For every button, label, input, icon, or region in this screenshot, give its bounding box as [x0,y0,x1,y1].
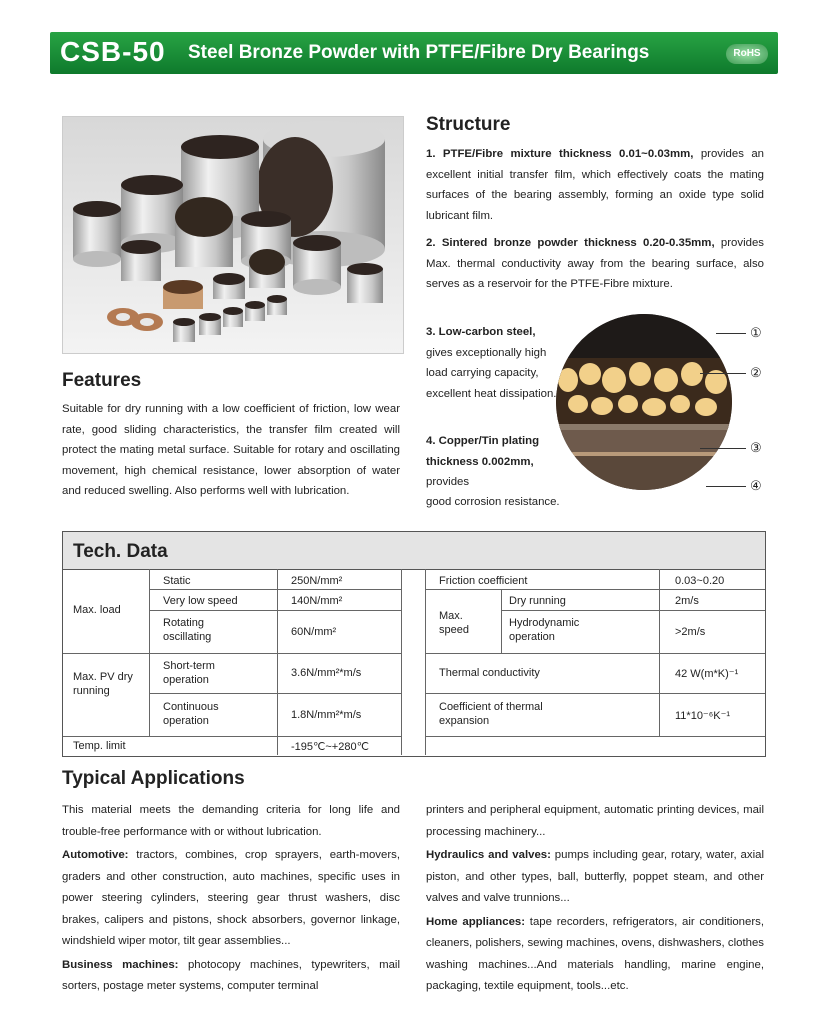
applications-home [426,912,764,998]
grid-line [149,589,401,590]
rotating-label: Rotating oscillating [163,617,212,643]
page-title: Steel Bronze Powder with PTFE/Fibre Dry Bearings [188,42,650,63]
structure-heading: Structure [426,114,511,135]
grid-line [401,569,402,755]
thermal-conductivity-value: 42 W(m*K)⁻¹ [675,668,739,680]
applications-left-column [62,800,400,998]
features-heading: Features [62,370,142,391]
marker-1-line [716,333,746,334]
thermal-expansion-value: 11*10⁻⁶K⁻¹ [675,710,731,722]
hydrodynamic-label: Hydrodynamic operation [509,617,580,643]
marker-4-line [706,486,746,487]
tech-data-header [63,532,765,570]
business-title: Business machines: [62,958,179,971]
marker-3-line [700,448,746,449]
structure-item-4-tail: good corrosion resistance. [426,496,560,508]
structure-item-2 [426,233,764,295]
friction-label: Friction coefficient [439,575,528,587]
dry-running-label: Dry running [509,595,566,607]
structure-item-3-text: gives exceptionally high load carrying capacity, excellent heat dissipation. [426,346,557,400]
applications-right-column [426,800,764,998]
structure-item-4-text: provides [426,476,470,488]
automotive-title: Automotive: [62,849,129,861]
bearings-photo [62,116,404,354]
product-code: CSB-50 [60,36,166,67]
home-text: tape recorders, refrigerators, air conditioners, cleaners, polishers, sewing machines, ovens, dishwashers, clothes washing machines...And materials handling, marine engine, packaging, textile equipment, tools...etc. [426,915,765,992]
structure-item-2-text: provides Max. thermal conductivity away from the bearing surface, also serves as a reservoir for the PTFE-Fibre mixture. [426,237,764,290]
grid-line [425,653,765,654]
structure-item-4 [426,431,556,493]
very-low-speed-value: 140N/mm² [291,595,343,607]
grid-line [425,569,426,755]
max-load-label: Max. load [73,604,121,616]
features-text: Suitable for dry running with a low coefficient of friction, low wear rate, good sliding characteristics, the transfer film created will protect the mating metal surface. Suitable for rotary and oscillating movement, high chemical resistance, lower absorption of water and reduced swelling. Also performs well with lubrication. [62,403,400,497]
layer-marker-4: ④ [750,478,762,493]
applications-intro: This material meets the demanding criteria for long life and trouble-free performance with or without lubrication. [62,804,400,838]
grid-line [501,589,502,653]
tech-data-table [62,531,766,757]
structure-item-1 [426,144,764,226]
layer-marker-3: ③ [750,440,762,455]
structure-item-2-title: 2. Sintered bronze powder thickness 0.20-0.35mm, [426,237,715,249]
automotive-text: tractors, combines, crop sprayers, earth-movers, graders and other construction, auto machines, specific uses in power steering cylinders, steering gear thrust washers, disc brakes, calipers and pistons, shock absorbers, governor linkage, windshield wiper motor, tilt gear assemblies... [62,849,400,947]
applications-automotive [62,845,400,953]
structure-item-3 [426,322,562,404]
friction-value: 0.03~0.20 [675,575,725,587]
grid-line [277,569,278,755]
short-term-value: 3.6N/mm²*m/s [291,667,362,679]
grid-line [501,610,765,611]
cross-section-image [556,314,732,490]
applications-business-cont: printers and peripheral equipment, automatic printing devices, mail processing machinery... [426,804,764,838]
structure-item-3-title: 3. Low-carbon steel, [426,326,536,338]
hydrodynamic-value: >2m/s [675,626,706,638]
applications-hydraulics [426,845,764,910]
grid-line [149,610,401,611]
home-title: Home appliances: [426,915,526,928]
layer-marker-2: ② [750,365,762,380]
applications-heading: Typical Applications [62,768,245,789]
thermal-conductivity-label: Thermal conductivity [439,667,540,679]
grid-line [63,736,401,737]
marker-2-line [700,373,746,374]
applications-business [62,955,400,998]
grid-line [425,693,765,694]
temp-limit-value: -195℃~+280℃ [291,741,369,753]
layer-marker-1: ① [750,325,762,340]
rotating-value: 60N/mm² [291,626,337,638]
hydraulics-title: Hydraulics and valves: [426,849,551,861]
thermal-expansion-label: Coefficient of thermal expansion [439,701,543,727]
short-term-label: Short-term operation [163,660,215,686]
business-text: photocopy machines, typewriters, mail sorters, postage meter systems, computer terminal [62,958,400,992]
grid-line [425,736,765,737]
structure-item-1-title: 1. PTFE/Fibre mixture thickness 0.01~0.03mm, [426,148,694,160]
max-speed-label: Max. speed [439,610,469,636]
grid-line [63,653,401,654]
static-label: Static [163,575,191,587]
very-low-speed-label: Very low speed [163,595,238,607]
temp-limit-label: Temp. limit [73,740,126,752]
grid-line [149,693,401,694]
continuous-value: 1.8N/mm²*m/s [291,709,362,721]
bearings-illustration [63,117,403,353]
structure-item-1-text: provides an excellent initial transfer film, which effectively coats the mating surfaces of the bearing assembly, forming an oxide type solid lubricant film. [426,148,764,222]
grid-line [425,589,765,590]
hydraulics-text: pumps including gear, rotary, water, axial piston, and other types, ball, butterfly, poppet steam, and other valves and valve trunnions... [426,849,764,904]
cross-section-illustration [556,314,732,490]
tech-data-heading: Tech. Data [73,541,168,562]
static-value: 250N/mm² [291,575,343,587]
title-banner [50,32,778,74]
dry-running-value: 2m/s [675,595,699,607]
continuous-label: Continuous operation [163,701,219,727]
max-pv-label: Max. PV dry running [73,671,133,697]
structure-item-4-title: 4. Copper/Tin plating thickness 0.002mm, [426,435,540,468]
rohs-badge: RoHS [726,44,768,64]
